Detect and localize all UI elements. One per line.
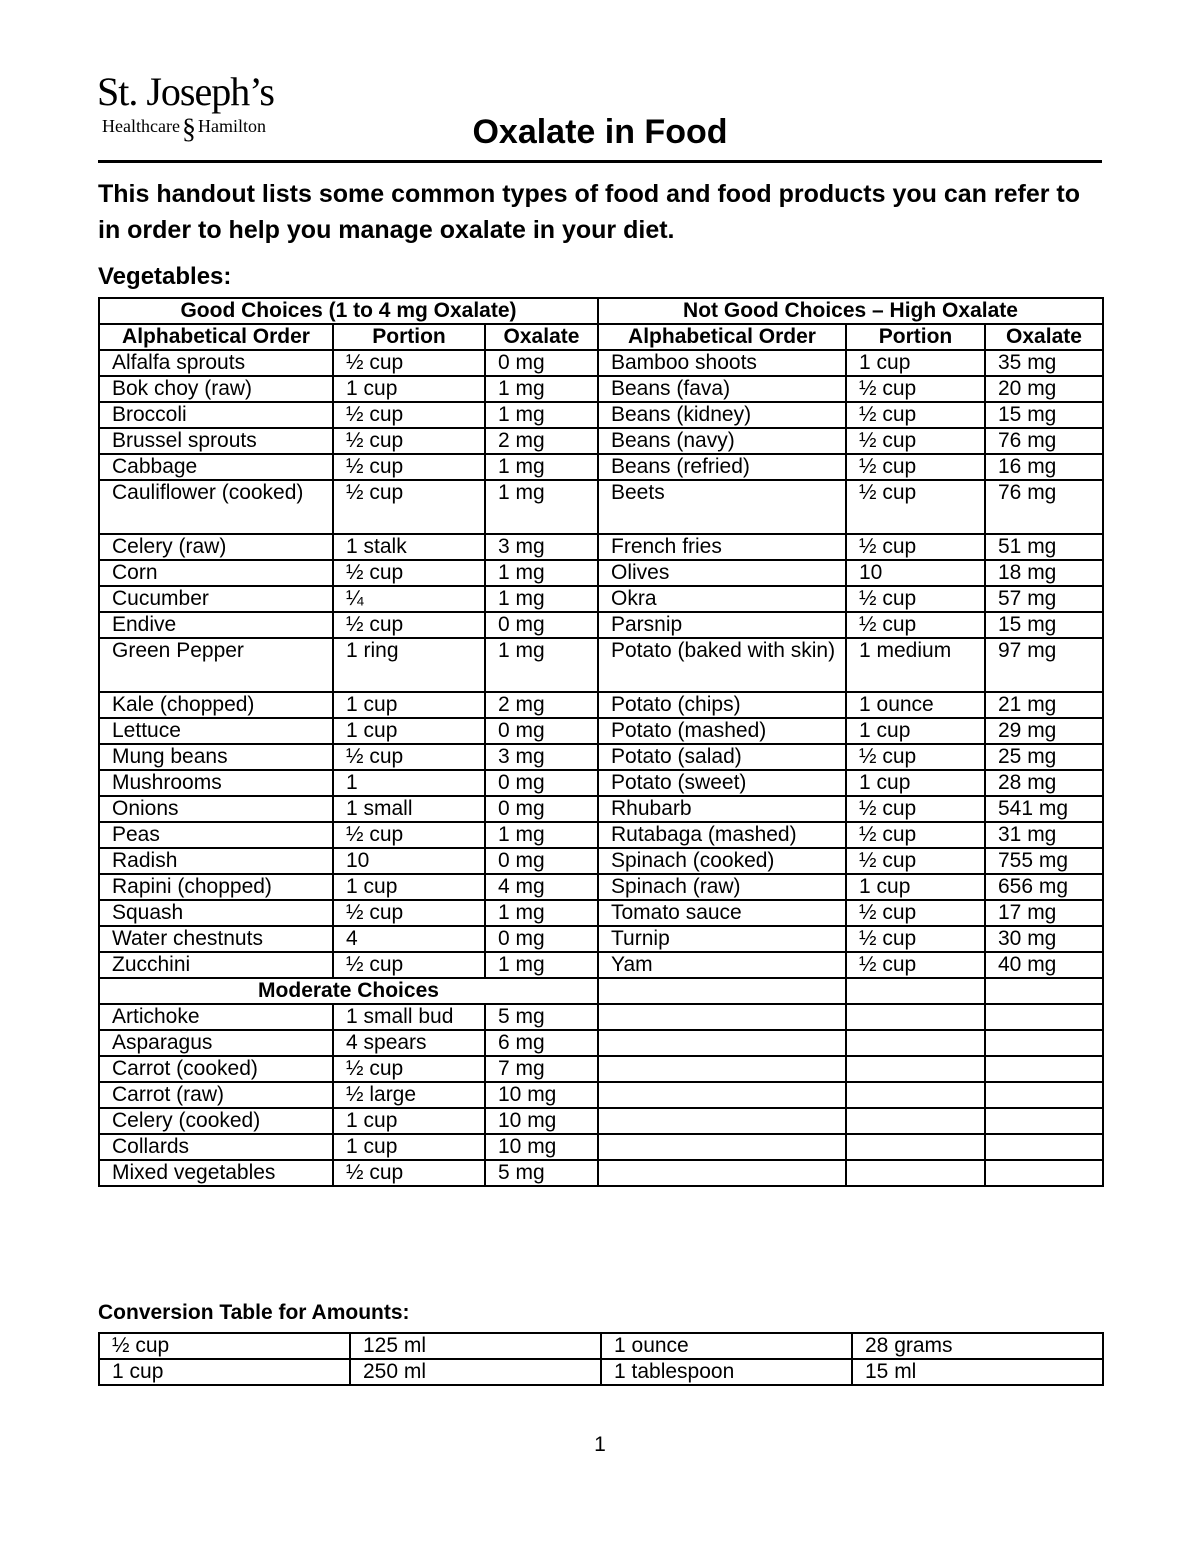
table-cell: 25 mg xyxy=(985,744,1103,770)
table-cell: 1 ounce xyxy=(601,1333,852,1359)
table-cell xyxy=(598,1056,846,1082)
table-cell: 3 mg xyxy=(485,534,598,560)
table-cell: 1 mg xyxy=(485,586,598,612)
table-cell: 0 mg xyxy=(485,770,598,796)
table-row xyxy=(99,1108,1103,1134)
column-header: Oxalate xyxy=(485,324,598,350)
table-cell: 2 mg xyxy=(485,692,598,718)
column-header: Portion xyxy=(846,324,985,350)
table-cell xyxy=(598,1108,846,1134)
table-cell: ½ cup xyxy=(846,900,985,926)
table-cell: Zucchini xyxy=(99,952,333,978)
table-cell: ½ cup xyxy=(846,402,985,428)
table-cell: 1 cup xyxy=(846,874,985,900)
table-cell: 40 mg xyxy=(985,952,1103,978)
table-cell xyxy=(985,1134,1103,1160)
column-header: Portion xyxy=(333,324,485,350)
table-cell: ½ cup xyxy=(333,402,485,428)
table-cell: 541 mg xyxy=(985,796,1103,822)
table-cell: Endive xyxy=(99,612,333,638)
table-cell: 1 ring xyxy=(333,638,485,692)
table-cell: 1 medium xyxy=(846,638,985,692)
table-cell: ½ cup xyxy=(846,480,985,534)
table-cell: 1 tablespoon xyxy=(601,1359,852,1385)
table-cell: 1 small bud xyxy=(333,1004,485,1030)
table-cell: Rapini (chopped) xyxy=(99,874,333,900)
logo-sub-right: Hamilton xyxy=(197,116,266,136)
table-cell: ½ cup xyxy=(846,454,985,480)
table-row xyxy=(99,874,1103,900)
table-cell: Celery (raw) xyxy=(99,534,333,560)
table-cell: 0 mg xyxy=(485,718,598,744)
table-row xyxy=(99,586,1103,612)
table-cell: 17 mg xyxy=(985,900,1103,926)
table-cell: ½ cup xyxy=(846,848,985,874)
good-choices-header: Good Choices (1 to 4 mg Oxalate) xyxy=(99,298,598,324)
table-row xyxy=(99,1333,1103,1359)
table-cell xyxy=(598,1160,846,1186)
vegetables-table xyxy=(98,297,1104,1187)
table-cell: 656 mg xyxy=(985,874,1103,900)
table-cell: Water chestnuts xyxy=(99,926,333,952)
table-row xyxy=(99,744,1103,770)
table-cell: 0 mg xyxy=(485,796,598,822)
table-row xyxy=(99,1030,1103,1056)
table-cell: Okra xyxy=(598,586,846,612)
table-cell: Artichoke xyxy=(99,1004,333,1030)
vegetables-table-body xyxy=(99,350,1103,1186)
conversion-table-body xyxy=(99,1333,1103,1385)
table-row xyxy=(99,638,1103,692)
group-header-row xyxy=(99,298,1103,324)
table-cell: ½ cup xyxy=(846,822,985,848)
table-cell: Potato (baked with skin) xyxy=(598,638,846,692)
table-cell: Broccoli xyxy=(99,402,333,428)
conversion-table xyxy=(98,1332,1104,1386)
table-cell: Potato (mashed) xyxy=(598,718,846,744)
table-row xyxy=(99,376,1103,402)
table-cell: 1 mg xyxy=(485,900,598,926)
table-cell: 1 cup xyxy=(99,1359,350,1385)
table-cell: 18 mg xyxy=(985,560,1103,586)
table-cell: ½ cup xyxy=(333,1056,485,1082)
table-cell: 10 xyxy=(846,560,985,586)
table-cell: 28 mg xyxy=(985,770,1103,796)
table-cell: Radish xyxy=(99,848,333,874)
table-row xyxy=(99,926,1103,952)
table-cell: Beans (refried) xyxy=(598,454,846,480)
table-cell: 1 cup xyxy=(333,718,485,744)
table-cell: 97 mg xyxy=(985,638,1103,692)
table-cell: ½ cup xyxy=(333,612,485,638)
table-cell: French fries xyxy=(598,534,846,560)
table-cell: 10 mg xyxy=(485,1134,598,1160)
table-cell: Potato (salad) xyxy=(598,744,846,770)
table-cell: 6 mg xyxy=(485,1030,598,1056)
column-header: Alphabetical Order xyxy=(598,324,846,350)
table-cell: 1 mg xyxy=(485,638,598,692)
table-row xyxy=(99,1056,1103,1082)
table-cell: Kale (chopped) xyxy=(99,692,333,718)
table-cell: 1 ounce xyxy=(846,692,985,718)
table-cell: 4 spears xyxy=(333,1030,485,1056)
table-cell: Rhubarb xyxy=(598,796,846,822)
table-cell: Tomato sauce xyxy=(598,900,846,926)
table-cell: 755 mg xyxy=(985,848,1103,874)
table-cell: 1 cup xyxy=(846,770,985,796)
table-cell: Cucumber xyxy=(99,586,333,612)
table-cell: Bok choy (raw) xyxy=(99,376,333,402)
table-cell: ½ cup xyxy=(333,952,485,978)
table-cell: 76 mg xyxy=(985,428,1103,454)
table-cell xyxy=(598,1004,846,1030)
table-cell: 10 mg xyxy=(485,1108,598,1134)
table-cell: 31 mg xyxy=(985,822,1103,848)
table-cell: 10 xyxy=(333,848,485,874)
table-cell xyxy=(985,1082,1103,1108)
table-cell: ½ cup xyxy=(333,428,485,454)
table-cell: ½ cup xyxy=(333,560,485,586)
table-row xyxy=(99,796,1103,822)
table-cell: Lettuce xyxy=(99,718,333,744)
table-cell: Potato (chips) xyxy=(598,692,846,718)
table-cell: Carrot (raw) xyxy=(99,1082,333,1108)
table-row xyxy=(99,1134,1103,1160)
table-cell: ½ cup xyxy=(333,480,485,534)
table-cell: Potato (sweet) xyxy=(598,770,846,796)
table-cell: ½ cup xyxy=(333,900,485,926)
table-row xyxy=(99,1004,1103,1030)
logo-mark-icon: § xyxy=(181,114,196,145)
table-cell xyxy=(598,978,846,1004)
table-row xyxy=(99,718,1103,744)
table-cell xyxy=(846,1134,985,1160)
table-cell: 30 mg xyxy=(985,926,1103,952)
table-row xyxy=(99,428,1103,454)
table-cell xyxy=(846,1056,985,1082)
table-cell: Mung beans xyxy=(99,744,333,770)
table-cell xyxy=(846,1108,985,1134)
table-cell: Alfalfa sprouts xyxy=(99,350,333,376)
table-cell: ¼ xyxy=(333,586,485,612)
table-row xyxy=(99,1082,1103,1108)
table-cell: 29 mg xyxy=(985,718,1103,744)
table-cell: Beans (navy) xyxy=(598,428,846,454)
table-row xyxy=(99,770,1103,796)
table-cell: ½ cup xyxy=(333,744,485,770)
table-row xyxy=(99,534,1103,560)
table-cell: Parsnip xyxy=(598,612,846,638)
table-row xyxy=(99,822,1103,848)
table-cell: Beets xyxy=(598,480,846,534)
table-cell: Olives xyxy=(598,560,846,586)
table-cell xyxy=(598,1082,846,1108)
table-cell xyxy=(985,1030,1103,1056)
table-cell: 1 mg xyxy=(485,560,598,586)
table-cell: 10 mg xyxy=(485,1082,598,1108)
table-cell: Mixed vegetables xyxy=(99,1160,333,1186)
table-cell: ½ cup xyxy=(333,454,485,480)
table-cell: 1 cup xyxy=(333,692,485,718)
table-cell: 1 mg xyxy=(485,402,598,428)
table-cell xyxy=(598,1030,846,1056)
table-cell: ½ cup xyxy=(846,586,985,612)
table-cell: 5 mg xyxy=(485,1160,598,1186)
table-cell: 1 mg xyxy=(485,454,598,480)
table-cell xyxy=(846,1030,985,1056)
table-cell: 125 ml xyxy=(350,1333,601,1359)
table-cell: 1 cup xyxy=(333,874,485,900)
vegetables-heading: Vegetables: xyxy=(98,263,232,290)
table-cell: ½ cup xyxy=(846,612,985,638)
table-cell xyxy=(598,1134,846,1160)
table-cell: ½ large xyxy=(333,1082,485,1108)
logo xyxy=(97,70,297,150)
table-cell: 1 cup xyxy=(333,1134,485,1160)
table-cell: 76 mg xyxy=(985,480,1103,534)
table-cell: 51 mg xyxy=(985,534,1103,560)
page-number: 1 xyxy=(594,1433,606,1456)
table-cell: ½ cup xyxy=(333,1160,485,1186)
table-cell: 1 mg xyxy=(485,480,598,534)
table-cell xyxy=(846,1004,985,1030)
table-cell: ½ cup xyxy=(846,952,985,978)
table-cell: Celery (cooked) xyxy=(99,1108,333,1134)
table-cell: 7 mg xyxy=(485,1056,598,1082)
table-cell: Bamboo shoots xyxy=(598,350,846,376)
table-cell: 16 mg xyxy=(985,454,1103,480)
logo-sub-left: Healthcare xyxy=(102,116,180,136)
table-cell xyxy=(985,978,1103,1004)
table-cell: 4 mg xyxy=(485,874,598,900)
table-row xyxy=(99,560,1103,586)
table-cell: 1 small xyxy=(333,796,485,822)
table-cell: 0 mg xyxy=(485,926,598,952)
table-cell: 57 mg xyxy=(985,586,1103,612)
column-header: Oxalate xyxy=(985,324,1103,350)
table-cell: ½ cup xyxy=(846,428,985,454)
table-row xyxy=(99,1160,1103,1186)
table-cell: 3 mg xyxy=(485,744,598,770)
table-row xyxy=(99,692,1103,718)
table-cell: Turnip xyxy=(598,926,846,952)
table-cell: ½ cup xyxy=(99,1333,350,1359)
table-row xyxy=(99,350,1103,376)
table-cell: Cauliflower (cooked) xyxy=(99,480,333,534)
table-cell: Yam xyxy=(598,952,846,978)
table-cell: 15 mg xyxy=(985,402,1103,428)
table-cell: Green Pepper xyxy=(99,638,333,692)
table-cell: Collards xyxy=(99,1134,333,1160)
table-cell: Spinach (cooked) xyxy=(598,848,846,874)
table-cell: ½ cup xyxy=(846,744,985,770)
logo-subtitle xyxy=(102,114,266,145)
table-cell: 1 cup xyxy=(333,1108,485,1134)
table-cell: Peas xyxy=(99,822,333,848)
table-cell: 1 cup xyxy=(333,376,485,402)
table-row xyxy=(99,402,1103,428)
table-cell: ½ cup xyxy=(846,534,985,560)
table-cell: Carrot (cooked) xyxy=(99,1056,333,1082)
table-cell: 21 mg xyxy=(985,692,1103,718)
table-cell xyxy=(985,1056,1103,1082)
title-divider xyxy=(98,160,1102,163)
table-cell: 250 ml xyxy=(350,1359,601,1385)
conversion-heading: Conversion Table for Amounts: xyxy=(98,1301,410,1324)
table-cell: ½ cup xyxy=(333,822,485,848)
table-cell: Beans (kidney) xyxy=(598,402,846,428)
table-cell: Mushrooms xyxy=(99,770,333,796)
table-cell: Beans (fava) xyxy=(598,376,846,402)
table-cell: Corn xyxy=(99,560,333,586)
table-cell xyxy=(846,1160,985,1186)
table-cell: Onions xyxy=(99,796,333,822)
table-cell: Rutabaga (mashed) xyxy=(598,822,846,848)
table-cell xyxy=(985,1160,1103,1186)
table-cell: Cabbage xyxy=(99,454,333,480)
table-cell: 4 xyxy=(333,926,485,952)
table-cell xyxy=(846,1082,985,1108)
table-cell: 0 mg xyxy=(485,612,598,638)
table-cell: 1 xyxy=(333,770,485,796)
table-cell: ½ cup xyxy=(333,350,485,376)
page-title: Oxalate in Food xyxy=(472,113,728,151)
table-cell: Brussel sprouts xyxy=(99,428,333,454)
table-cell: Asparagus xyxy=(99,1030,333,1056)
table-row xyxy=(99,612,1103,638)
table-row xyxy=(99,900,1103,926)
logo-name: St. Joseph’s xyxy=(97,69,274,114)
table-cell: 35 mg xyxy=(985,350,1103,376)
table-cell: Spinach (raw) xyxy=(598,874,846,900)
table-cell: 1 mg xyxy=(485,376,598,402)
column-header: Alphabetical Order xyxy=(99,324,333,350)
table-cell: 20 mg xyxy=(985,376,1103,402)
table-cell: 1 cup xyxy=(846,350,985,376)
table-cell xyxy=(985,1108,1103,1134)
table-row xyxy=(99,1359,1103,1385)
table-cell xyxy=(985,1004,1103,1030)
moderate-choices-header: Moderate Choices xyxy=(99,978,598,1004)
table-cell: 28 grams xyxy=(852,1333,1103,1359)
not-good-choices-header: Not Good Choices – High Oxalate xyxy=(598,298,1103,324)
intro-text: This handout lists some common types of food and food products you can refer to in order to help you manage oxalate in your diet. xyxy=(98,180,1081,244)
table-cell: 1 stalk xyxy=(333,534,485,560)
table-row xyxy=(99,952,1103,978)
table-cell: 5 mg xyxy=(485,1004,598,1030)
moderate-heading-row xyxy=(99,978,1103,1004)
table-row xyxy=(99,848,1103,874)
table-cell: Squash xyxy=(99,900,333,926)
table-cell xyxy=(846,978,985,1004)
table-row xyxy=(99,480,1103,534)
table-cell: 15 ml xyxy=(852,1359,1103,1385)
table-cell: 15 mg xyxy=(985,612,1103,638)
table-row xyxy=(99,454,1103,480)
table-cell: ½ cup xyxy=(846,926,985,952)
column-header-row xyxy=(99,324,1103,350)
table-cell: ½ cup xyxy=(846,796,985,822)
table-cell: 1 cup xyxy=(846,718,985,744)
table-cell: 1 mg xyxy=(485,822,598,848)
table-cell: 2 mg xyxy=(485,428,598,454)
table-cell: ½ cup xyxy=(846,376,985,402)
table-cell: 0 mg xyxy=(485,848,598,874)
table-cell: 1 mg xyxy=(485,952,598,978)
table-cell: 0 mg xyxy=(485,350,598,376)
